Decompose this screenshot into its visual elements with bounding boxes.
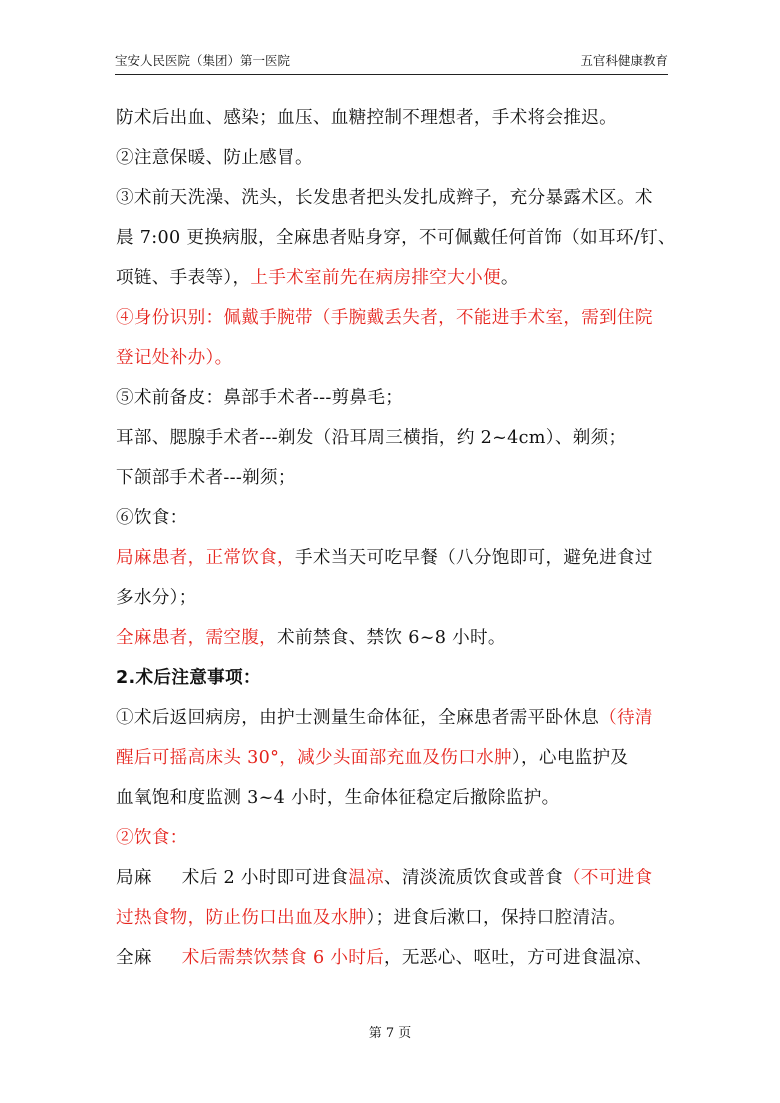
page-header	[115, 52, 668, 75]
body-text: 2.术后注意事项：	[116, 668, 261, 688]
text-line	[116, 298, 676, 338]
body-text: 全麻	[116, 948, 152, 968]
header-department: 五官科健康教育	[580, 53, 668, 68]
text-line	[116, 418, 676, 458]
body-text: 。	[500, 268, 519, 288]
header-hospital-name: 宝安人民医院（集团）第一医院	[115, 53, 291, 68]
body-text: 血氧饱和度监测 3~4 小时，生命体征稳定后撤除监护。	[116, 788, 560, 808]
highlighted-text: 登记处补办）。	[116, 348, 233, 368]
body-text: 耳部、腮腺手术者---剃发（沿耳周三横指，约 2~4cm）、剃须；	[116, 428, 627, 448]
text-line	[116, 698, 676, 738]
text-line	[116, 818, 676, 858]
text-line	[116, 578, 676, 618]
text-line	[116, 938, 676, 978]
body-text: 下颌部手术者---剃须；	[116, 468, 296, 488]
body-text: ①术后返回病房，由护士测量生命体征，全麻患者需平卧休息	[116, 708, 600, 728]
highlighted-text: ②饮食：	[116, 828, 188, 848]
text-line	[116, 778, 676, 818]
text-line	[116, 458, 676, 498]
text-line	[116, 738, 676, 778]
body-text: ⑥饮食：	[116, 508, 188, 528]
body-text: ，无恶心、呕吐，方可进食温凉、	[384, 948, 653, 968]
highlighted-text: （不可进食	[562, 868, 653, 888]
document-body	[116, 98, 676, 978]
highlighted-text: 上手术室前先在病房排空大小便	[250, 268, 501, 288]
highlighted-text: 局麻患者，正常饮食，	[116, 548, 295, 568]
highlighted-text: 醒后可摇高床头 30°，减少头面部充血及伤口水肿	[116, 748, 512, 768]
text-line	[116, 538, 676, 578]
text-line	[116, 898, 676, 938]
body-text: ），心电监护及	[511, 748, 629, 768]
text-line	[116, 218, 676, 258]
highlighted-text: 温凉	[348, 868, 385, 888]
text-line	[116, 658, 676, 698]
highlighted-text: 术后需禁饮禁食 6 小时后	[181, 948, 385, 968]
body-text: 术前禁食、禁饮 6~8 小时。	[277, 628, 506, 648]
body-text: 晨 7:00 更换病服，全麻患者贴身穿，不可佩戴任何首饰（如耳环/钉、	[116, 228, 676, 248]
body-text: ）；进食后漱口，保持口腔清洁。	[366, 908, 627, 928]
text-line	[116, 258, 676, 298]
text-line	[116, 618, 676, 658]
text-line	[116, 498, 676, 538]
body-text: 局麻	[116, 868, 152, 888]
body-text: 、清淡流质饮食或普食	[384, 868, 563, 888]
body-text: ③术前天洗澡、洗头，长发患者把头发扎成辫子，充分暴露术区。术	[116, 188, 653, 208]
body-text: 项链、手表等），	[116, 268, 251, 288]
text-line	[116, 178, 676, 218]
highlighted-text: 全麻患者，需空腹，	[116, 628, 278, 648]
text-line	[116, 378, 676, 418]
body-text: 手术当天可吃早餐（八分饱即可，避免进食过	[294, 548, 653, 568]
text-line	[116, 338, 676, 378]
highlighted-text: 过热食物，防止伤口出血及水肿	[116, 908, 367, 928]
body-text: 防术后出血、感染；血压、血糖控制不理想者，手术将会推迟。	[116, 108, 618, 128]
text-line	[116, 138, 676, 178]
body-text: 术后 2 小时即可进食	[181, 868, 349, 888]
body-text: ⑤术前备皮：鼻部手术者---剪鼻毛；	[116, 388, 404, 408]
text-line	[116, 858, 676, 898]
body-text: 多水分）；	[116, 588, 197, 608]
body-text: ②注意保暖、防止感冒。	[116, 148, 313, 168]
text-line	[116, 98, 676, 138]
highlighted-text: （待清	[599, 708, 653, 728]
page-number: 第 7 页	[368, 1026, 412, 1041]
highlighted-text: ④身份识别：佩戴手腕带（手腕戴丢失者，不能进手术室，需到住院	[116, 308, 653, 328]
